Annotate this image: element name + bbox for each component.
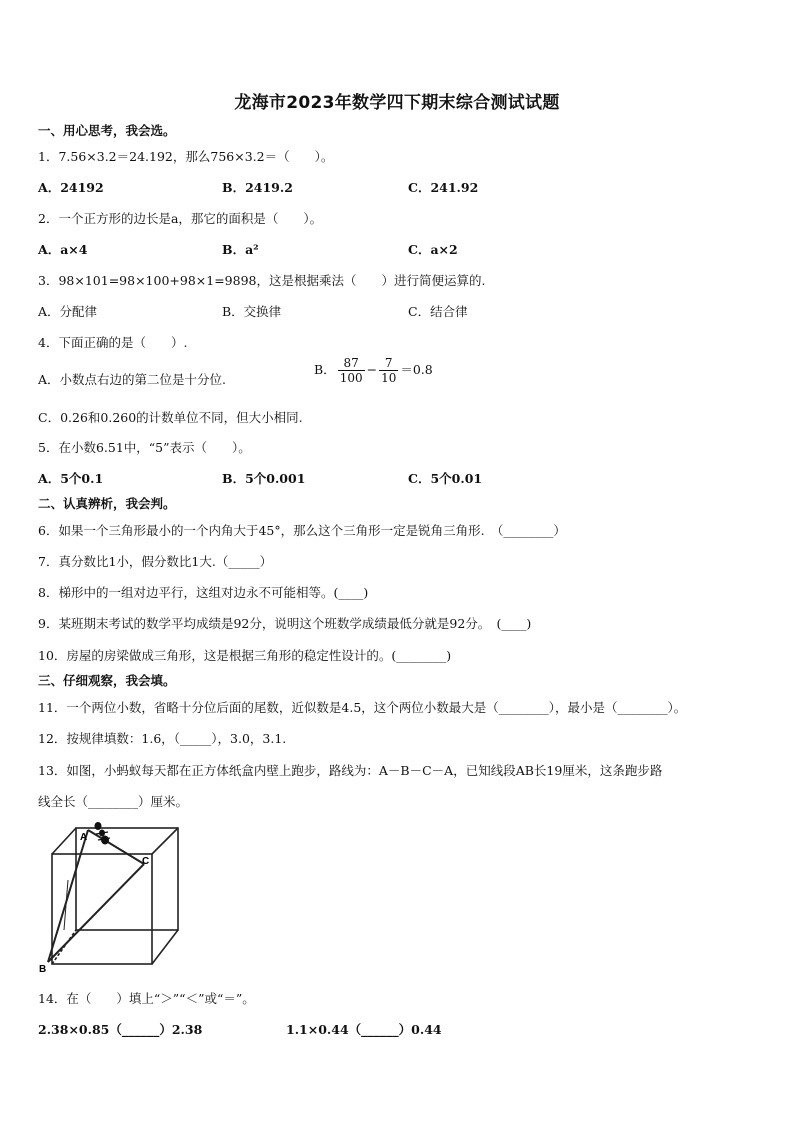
q4-option-b-prefix: B． <box>314 362 336 377</box>
q3-option-c: C．结合律 <box>408 304 468 319</box>
section-heading-2: 二、认真辨析，我会判。 <box>38 496 176 511</box>
q14-left-comparison: 2.38×0.85（______）2.38 <box>38 1022 203 1037</box>
minus-sign: − <box>366 362 378 377</box>
vertex-label-c: C <box>142 856 150 867</box>
cube-figure <box>38 820 188 975</box>
section-heading-3: 三、仔细观察，我会填。 <box>38 673 176 688</box>
equation-result: ＝0.8 <box>400 362 433 377</box>
question-10: 10．房屋的房梁做成三角形，这是根据三角形的稳定性设计的。(________) <box>38 648 452 663</box>
q1-option-a: A．24192 <box>38 180 104 195</box>
fraction-7-10 <box>379 356 398 385</box>
q14-right-comparison: 1.1×0.44（______）0.44 <box>286 1022 442 1037</box>
question-5: 5．在小数6.51中，“5”表示（ ）。 <box>38 440 251 455</box>
q3-option-b: B．交换律 <box>222 304 282 319</box>
q5-option-a: A．5个0.1 <box>38 471 104 486</box>
q2-option-c: C．a×2 <box>408 242 458 257</box>
question-13-line-1: 13．如图，小蚂蚁每天都在正方体纸盒内壁上跑步，路线为：A－B－C－A，已知线段AB长19厘米，这条跑步路 <box>38 763 663 778</box>
question-4: 4．下面正确的是（ ）. <box>38 335 188 350</box>
question-11: 11．一个两位小数，省略十分位后面的尾数，近似数是4.5，这个两位小数最大是（________），最小是（________）。 <box>38 700 687 715</box>
question-8: 8．梯形中的一组对边平行，这组对边永不可能相等。(____) <box>38 585 369 600</box>
section-heading-1: 一、用心思考，我会选。 <box>38 123 176 138</box>
question-9: 9．某班期末考试的数学平均成绩是92分，说明这个班数学成绩最低分就是92分。 (____) <box>38 616 532 631</box>
q5-option-b: B．5个0.001 <box>222 471 306 486</box>
q3-option-a: A．分配律 <box>38 304 98 319</box>
q1-option-b: B．2419.2 <box>222 180 293 195</box>
question-13-line-2: 线全长（________）厘米。 <box>38 794 189 809</box>
question-12: 12．按规律填数：1.6，（_____），3.0，3.1. <box>38 731 287 746</box>
fraction-denominator: 100 <box>339 371 363 385</box>
fraction-87-100 <box>338 356 365 385</box>
question-2: 2．一个正方形的边长是a，那它的面积是（ ）。 <box>38 211 323 226</box>
question-7: 7．真分数比1小，假分数比1大.（_____） <box>38 554 273 569</box>
page-title: 龙海市2023年数学四下期末综合测试试题 <box>234 93 560 113</box>
fraction-denominator: 10 <box>381 371 397 385</box>
question-1: 1．7.56×3.2＝24.192，那么756×3.2＝（ ）。 <box>38 149 334 164</box>
q4-option-a: A．小数点右边的第二位是十分位. <box>38 372 227 387</box>
question-6: 6．如果一个三角形最小的一个内角大于45°，那么这个三角形一定是锐角三角形. （________） <box>38 523 566 538</box>
q1-option-c: C．241.92 <box>408 180 479 195</box>
fraction-numerator: 87 <box>338 356 365 371</box>
q2-option-a: A．a×4 <box>38 242 88 257</box>
vertex-label-a: A <box>80 832 88 843</box>
q5-option-c: C．5个0.01 <box>408 471 483 486</box>
ant-icon <box>95 822 111 845</box>
q4-option-c: C．0.26和0.260的计数单位不同，但大小相同. <box>38 410 303 425</box>
question-14: 14．在（ ）填上“＞”“＜”或“＝”。 <box>38 991 255 1006</box>
vertex-label-b: B <box>39 964 47 975</box>
segment-ca <box>88 830 144 864</box>
fraction-numerator: 7 <box>379 356 398 371</box>
question-3: 3．98×101=98×100+98×1=9898，这是根据乘法（ ）进行简便运算的. <box>38 273 486 288</box>
q2-option-b: B．a² <box>222 242 259 257</box>
q4-option-b <box>314 356 433 385</box>
